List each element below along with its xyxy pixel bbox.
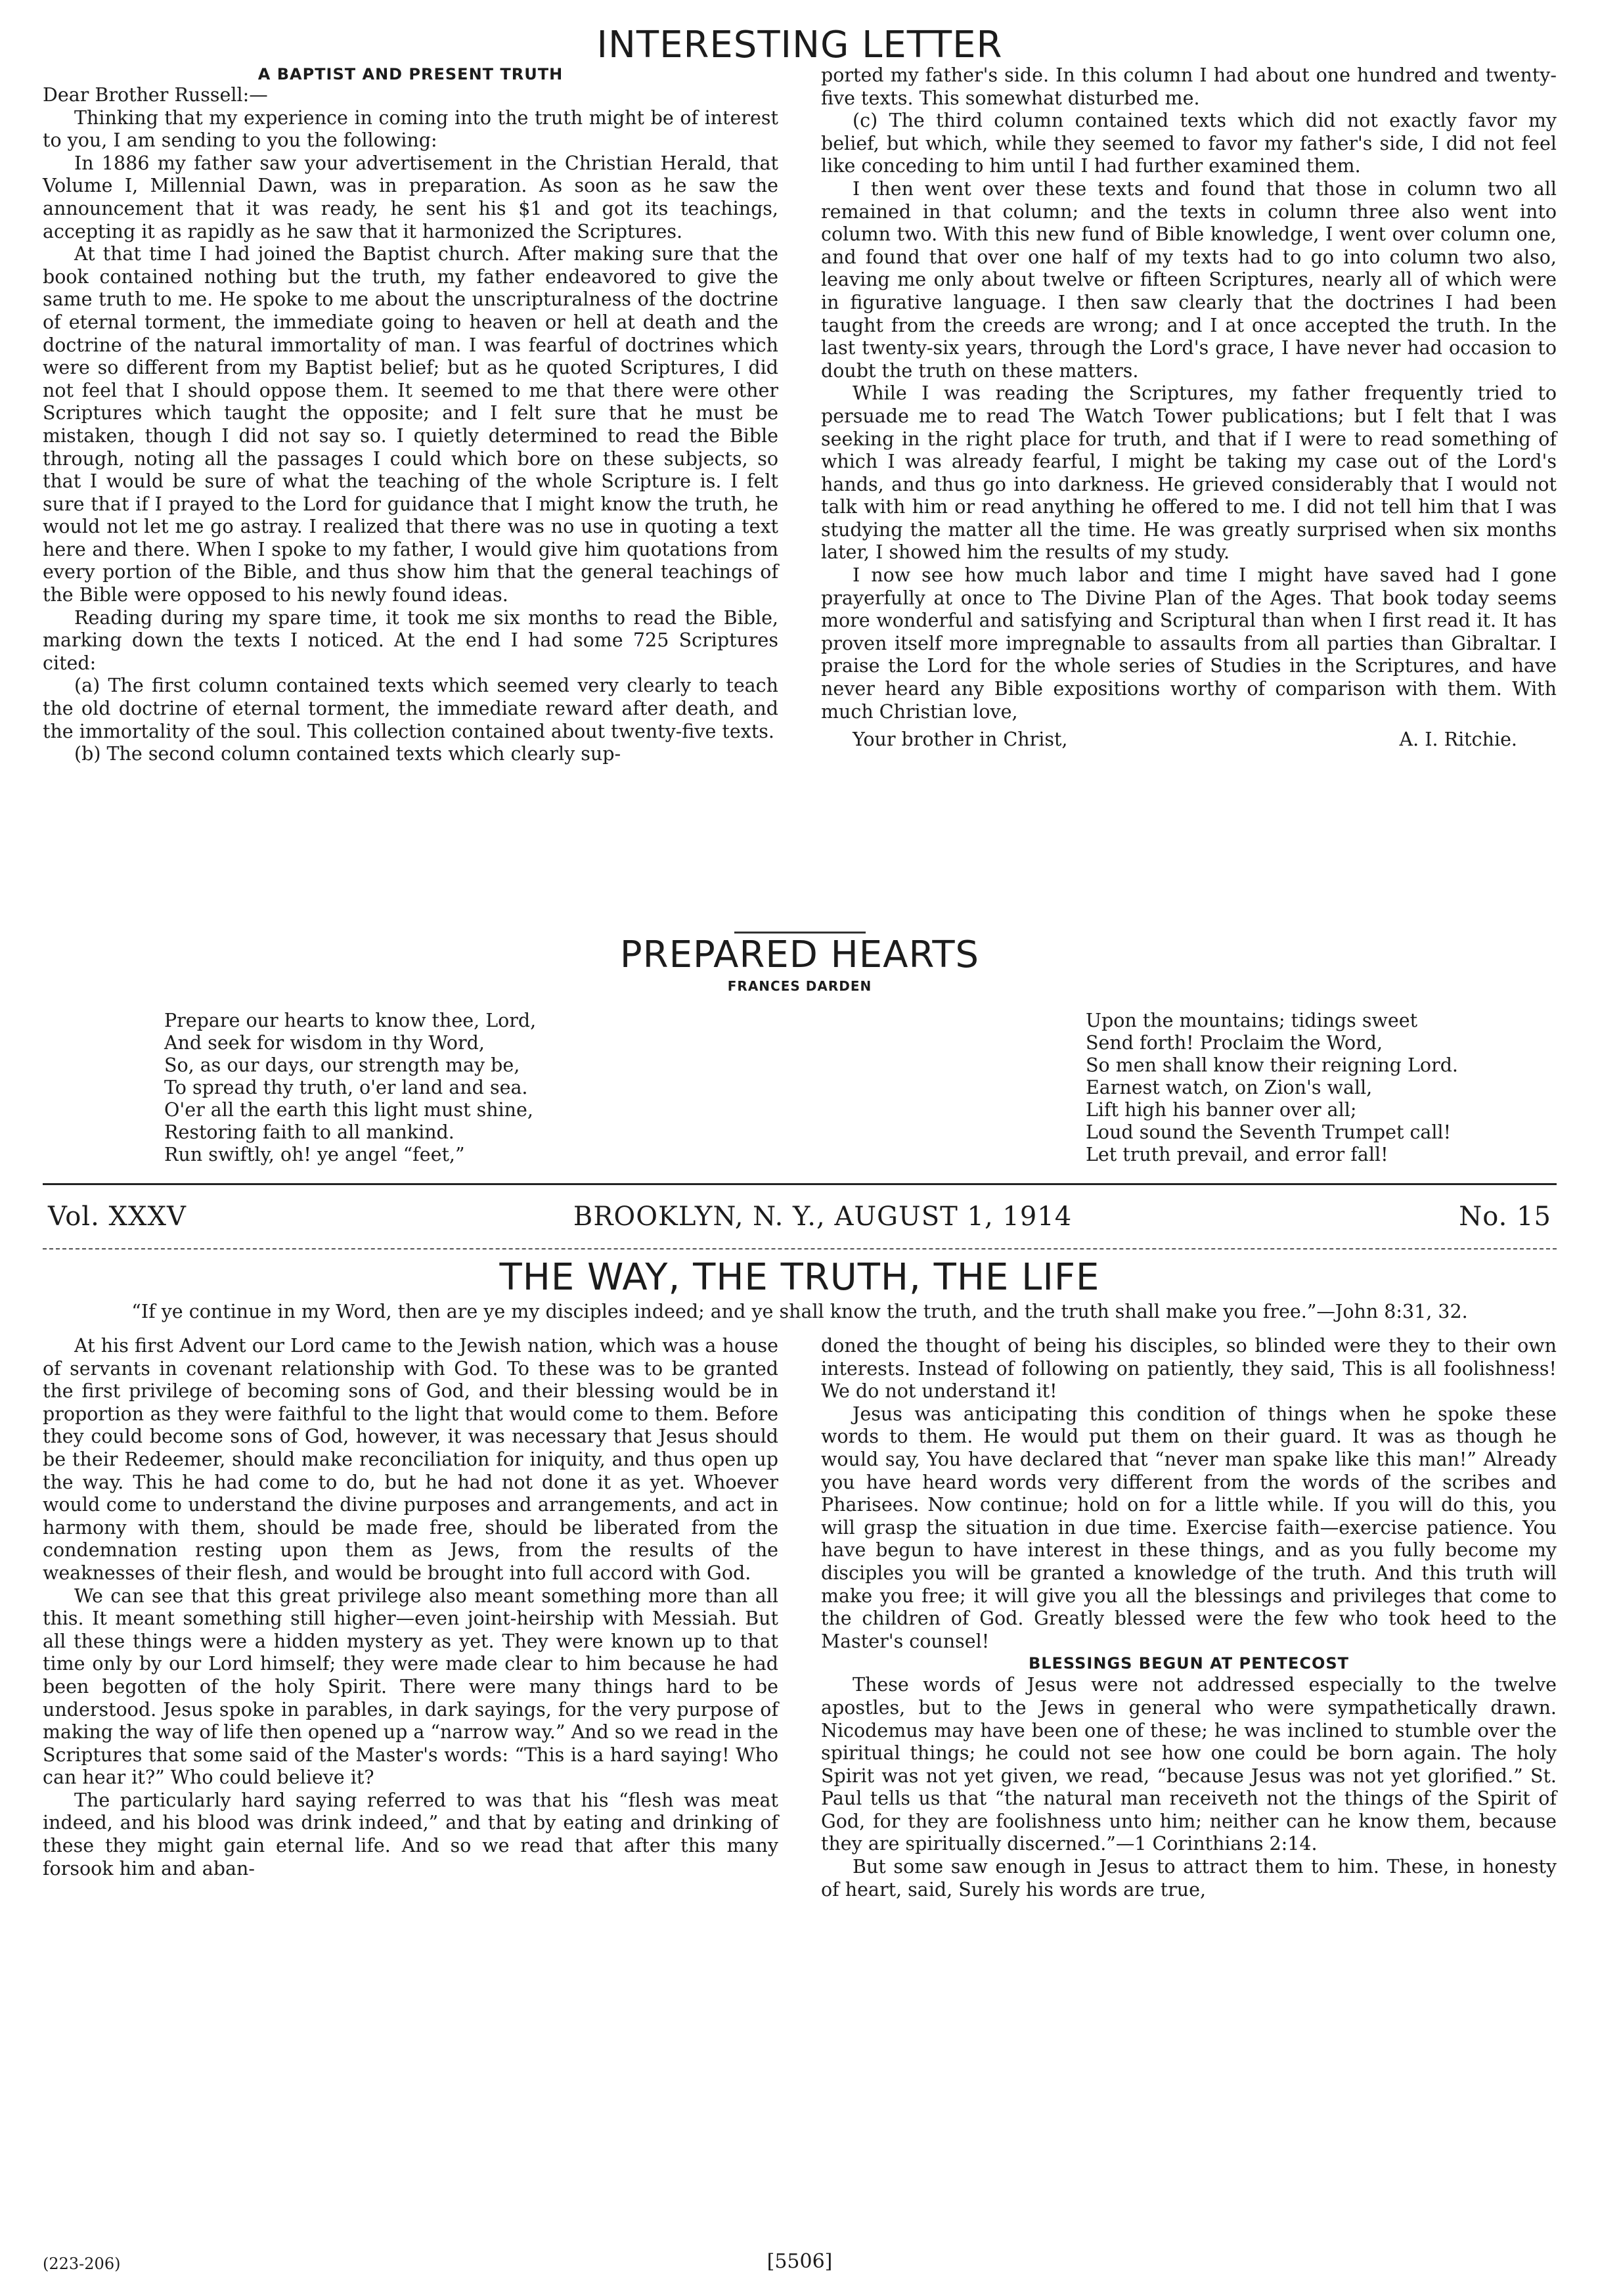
article-subheading: BLESSINGS BEGUN AT PENTECOST [1028,1654,1350,1673]
poem-line: Prepare our hearts to know thee, Lord, [164,1010,537,1031]
article-paragraph: We can see that this great privilege also meant something more than all this. It meant something still higher—even joint-heirship with Messiah. But all these things were a hidden mystery as yet. They were known up to that time only by our Lord himself; they were made clear to him because he had been begotten of the holy Spirit. There were many things hard to be understood. Jesus spoke in parables, in dark sayings, for the very purpose of making the way of life then opened up a “narrow way.” And so we read in the Scriptures that some said of the Master's words: “This is a hard saying! Who can hear it?” Who could believe it? [43,1585,778,1789]
poem-line: Upon the mountains; tidings sweet [1085,1010,1418,1031]
article-paragraph: Jesus was anticipating this condition of things when he spoke these words to them. He would put them on their guard. It was as though he would say, You have declared that “never man spake like this man!” Already you have heard words very different from the words of the scribes and Pharisees. Now continue; hold on for a little while. If you will do this, you will grasp the situation in due time. Exercise faith—exercise patience. You have begun to have interest in these things, and as you fully become my disciples you will be granted a knowledge of the truth. And this truth will make you free; it will give you all the blessings and privileges that come to the children of God. Greatly blessed were the few who took heed to the Master's counsel! [821,1403,1557,1652]
poem-title: PREPARED HEARTS [619,934,980,976]
article-epigraph: “If ye continue in my Word, then are ye my disciples indeed; and ye shall know the truth, and the truth shall make you free.”—John 8:31, 32. [131,1301,1468,1322]
poem-left-stanza [164,1010,536,1166]
article-paragraph: doned the thought of being his disciples, so blinded were they to their own interests. Instead of following on patiently, they said, This is all foolishness! We do not understand it! [821,1335,1557,1403]
letter-paragraph: At that time I had joined the Baptist church. After making sure that the book contained nothing but the truth, my father endeavored to give the same truth to me. He spoke to me about the unscripturalness of the doctrine of eternal torment, the immediate going to heaven or hell at death and the doctrine of the natural immortality of man. I was fearful of doctrines which were so different from my Baptist belief; but as he quoted Scriptures, I did not feel that I should oppose them. It seemed to me that there were other Scriptures which taught the opposite; and I felt sure that he must be mistaken, though I did not say so. I quietly determined to read the Bible through, noting all the passages I could which bore on these subjects, so that I would be sure of what the teaching of the whole Scripture is. I felt sure that if I prayed to the Lord for guidance that I might know the truth, he would not let me go astray. I realized that there was no use in quoting a text here and there. When I spoke to my father, I would give him quotations from every portion of the Bible, and thus show him that the general teachings of the Bible were opposed to his newly found ideas. [43,243,778,606]
article-paragraph: These words of Jesus were not addressed especially to the twelve apostles, but to the Jews in general who were sympathetically drawn. Nicodemus may have been one of these; he was inclined to stumble over the spiritual things; he could not see how one could be born again. The holy Spirit was not yet given, we read, “because Jesus was not yet glorified.” St. Paul tells us that “the natural man receiveth not the things of the Spirit of God, for they are foolishness unto him; neither can he know them, because they are spiritually discerned.”—1 Corinthians 2:14. [821,1674,1557,1855]
letter-salutation: Dear Brother Russell:— [43,84,268,106]
masthead [43,1185,1557,1248]
letter-closing: Your brother in Christ, [853,729,1068,751]
letter-subtitle: A BAPTIST AND PRESENT TRUTH [257,65,564,83]
poem-line: So men shall know their reigning Lord. [1085,1054,1458,1076]
letter-paragraph: Reading during my spare time, it took me six months to read the Bible, marking down the texts I noticed. At the end I had some 725 Scriptures cited: [43,606,778,674]
poem-line: Send forth! Proclaim the Word, [1085,1032,1383,1054]
poem-line: O'er all the earth this light must shine, [164,1099,533,1121]
poem-line: To spread thy truth, o'er land and sea. [164,1077,528,1098]
volume-label: Vol. XXXV [48,1202,187,1232]
poem-line: Restoring faith to all mankind. [164,1121,455,1143]
article-paragraph: At his first Advent our Lord came to the Jewish nation, which was a house of servants in covenant relationship with God. To these was to be granted the first privilege of becoming sons of God, and their blessing would be in proportion as they were faithful to the light that would come to them. Before they could become sons of God, however, it was necessary that Jesus should be their Redeemer, should make reconciliation for iniquity, and thus open up the way. This he had come to do, but he had not done it as yet. Whoever would come to understand the divine purposes and arrangements, and act in harmony with them, should be made free, should be liberated from the condemnation resting upon them as Jews, from the results of the weaknesses of their flesh, and would be brought into full accord with God. [43,1335,778,1584]
letter-paragraph: (a) The first column contained texts which seemed very clearly to teach the old doctrine of eternal torment, the immediate reward after death, and the immortality of the soul. This collection contained about twenty-five texts. [43,675,778,742]
letter-signature: A. I. Ritchie. [1399,729,1517,751]
footer-code: (223-206) [43,2255,121,2273]
poem-line: And seek for wisdom in thy Word, [164,1032,485,1054]
article-left-column [43,1335,778,1901]
article-paragraph: The particularly hard saying referred to was that his “flesh was meat indeed, and his blood was drink indeed,” and that by eating and drinking of these they might gain eternal life. And so we read that after this many forsook him and aban- [43,1789,778,1880]
place-date: BROOKLYN, N. Y., AUGUST 1, 1914 [573,1202,1073,1232]
letter-paragraph: I now see how much labor and time I might have saved had I gone prayerfully at once to The Divine Plan of the Ages. That book today seems more wonderful and satisfying and Scriptural than when I first read it. It has proven itself more impregnable to assaults from all parties than Gibraltar. I praise the Lord for the whole series of Studies in the Scriptures, and have never heard any Bible expositions worthy of comparison with them. With much Christian love, [821,564,1557,723]
letter-paragraph: ported my father's side. In this column I had about one hundred and twenty-five texts. This somewhat disturbed me. [821,64,1557,109]
poem-line: Loud sound the Seventh Trumpet call! [1085,1121,1452,1143]
letter-paragraph: I then went over these texts and found that those in column two all remained in that column; and the texts in column three also went into column two. With this new fund of Bible knowledge, I went over column one, and found that over one half of my texts had to go into column two also, leaving me only about twelve or fifteen Scriptures, nearly all of which were in figurative language. I then saw clearly that the doctrines I had been taught from the creeds are wrong; and I at once accepted the truth. In the last twenty-six years, through the Lord's grace, I have never had occasion to doubt the truth on these matters. [821,177,1557,382]
poem-author: FRANCES DARDEN [727,978,872,994]
issue-number: No. 15 [1459,1202,1551,1232]
poem-line: Earnest watch, on Zion's wall, [1085,1077,1373,1098]
article-title: THE WAY, THE TRUTH, THE LIFE [499,1256,1100,1299]
letter-paragraph: (c) The third column contained texts which did not exactly favor my belief, but which, while they seemed to favor my father's side, I did not feel like conceding to him until I had further examined them. [821,110,1557,177]
poem-right-stanza [1086,1010,1458,1166]
article-columns [43,1335,1557,1901]
letter-title: INTERESTING LETTER [596,24,1003,66]
letter-paragraph: In 1886 my father saw your advertisement in the Christian Herald, that Volume I, Millennial Dawn, was in preparation. As soon as he saw the announcement that it was ready, he sent his $1 and got its teachings, accepting it as rapidly as he saw that it harmonized the Scriptures. [43,152,778,242]
letter-columns [43,64,1557,925]
letter-left-column [43,64,778,925]
poem-line: So, as our days, our strength may be, [164,1054,520,1076]
article-right-column [821,1335,1557,1901]
page-number: [5506] [766,2250,833,2273]
page [43,26,1557,2273]
page-footer [43,2250,1557,2273]
letter-paragraph: Thinking that my experience in coming into the truth might be of interest to you, I am sending to you the following: [43,106,778,152]
masthead-rule-bottom [43,1248,1557,1249]
poem-body [43,1010,1557,1166]
letter-paragraph: (b) The second column contained texts which clearly sup- [74,743,621,765]
poem-line: Lift high his banner over all; [1085,1099,1357,1121]
letter-paragraph: While I was reading the Scriptures, my father frequently tried to persuade me to read The Watch Tower publications; but I felt that I was seeking in the right place for truth, and that if I were to read something of which I was already fearful, I might be taking my case out of the Lord's hands, and thus go into darkness. He grieved considerably that I would not talk with him or read anything he offered to me. I did not tell him that I was studying the matter all the time. He was greatly surprised when six months later, I showed him the results of my study. [821,382,1557,564]
letter-signoff [821,729,1557,752]
poem-line: Run swiftly, oh! ye angel “feet,” [164,1144,465,1165]
article-paragraph: But some saw enough in Jesus to attract them to him. These, in honesty of heart, said, Surely his words are true, [821,1856,1557,1901]
letter-right-column [821,64,1557,925]
poem-line: Let truth prevail, and error fall! [1085,1144,1388,1165]
